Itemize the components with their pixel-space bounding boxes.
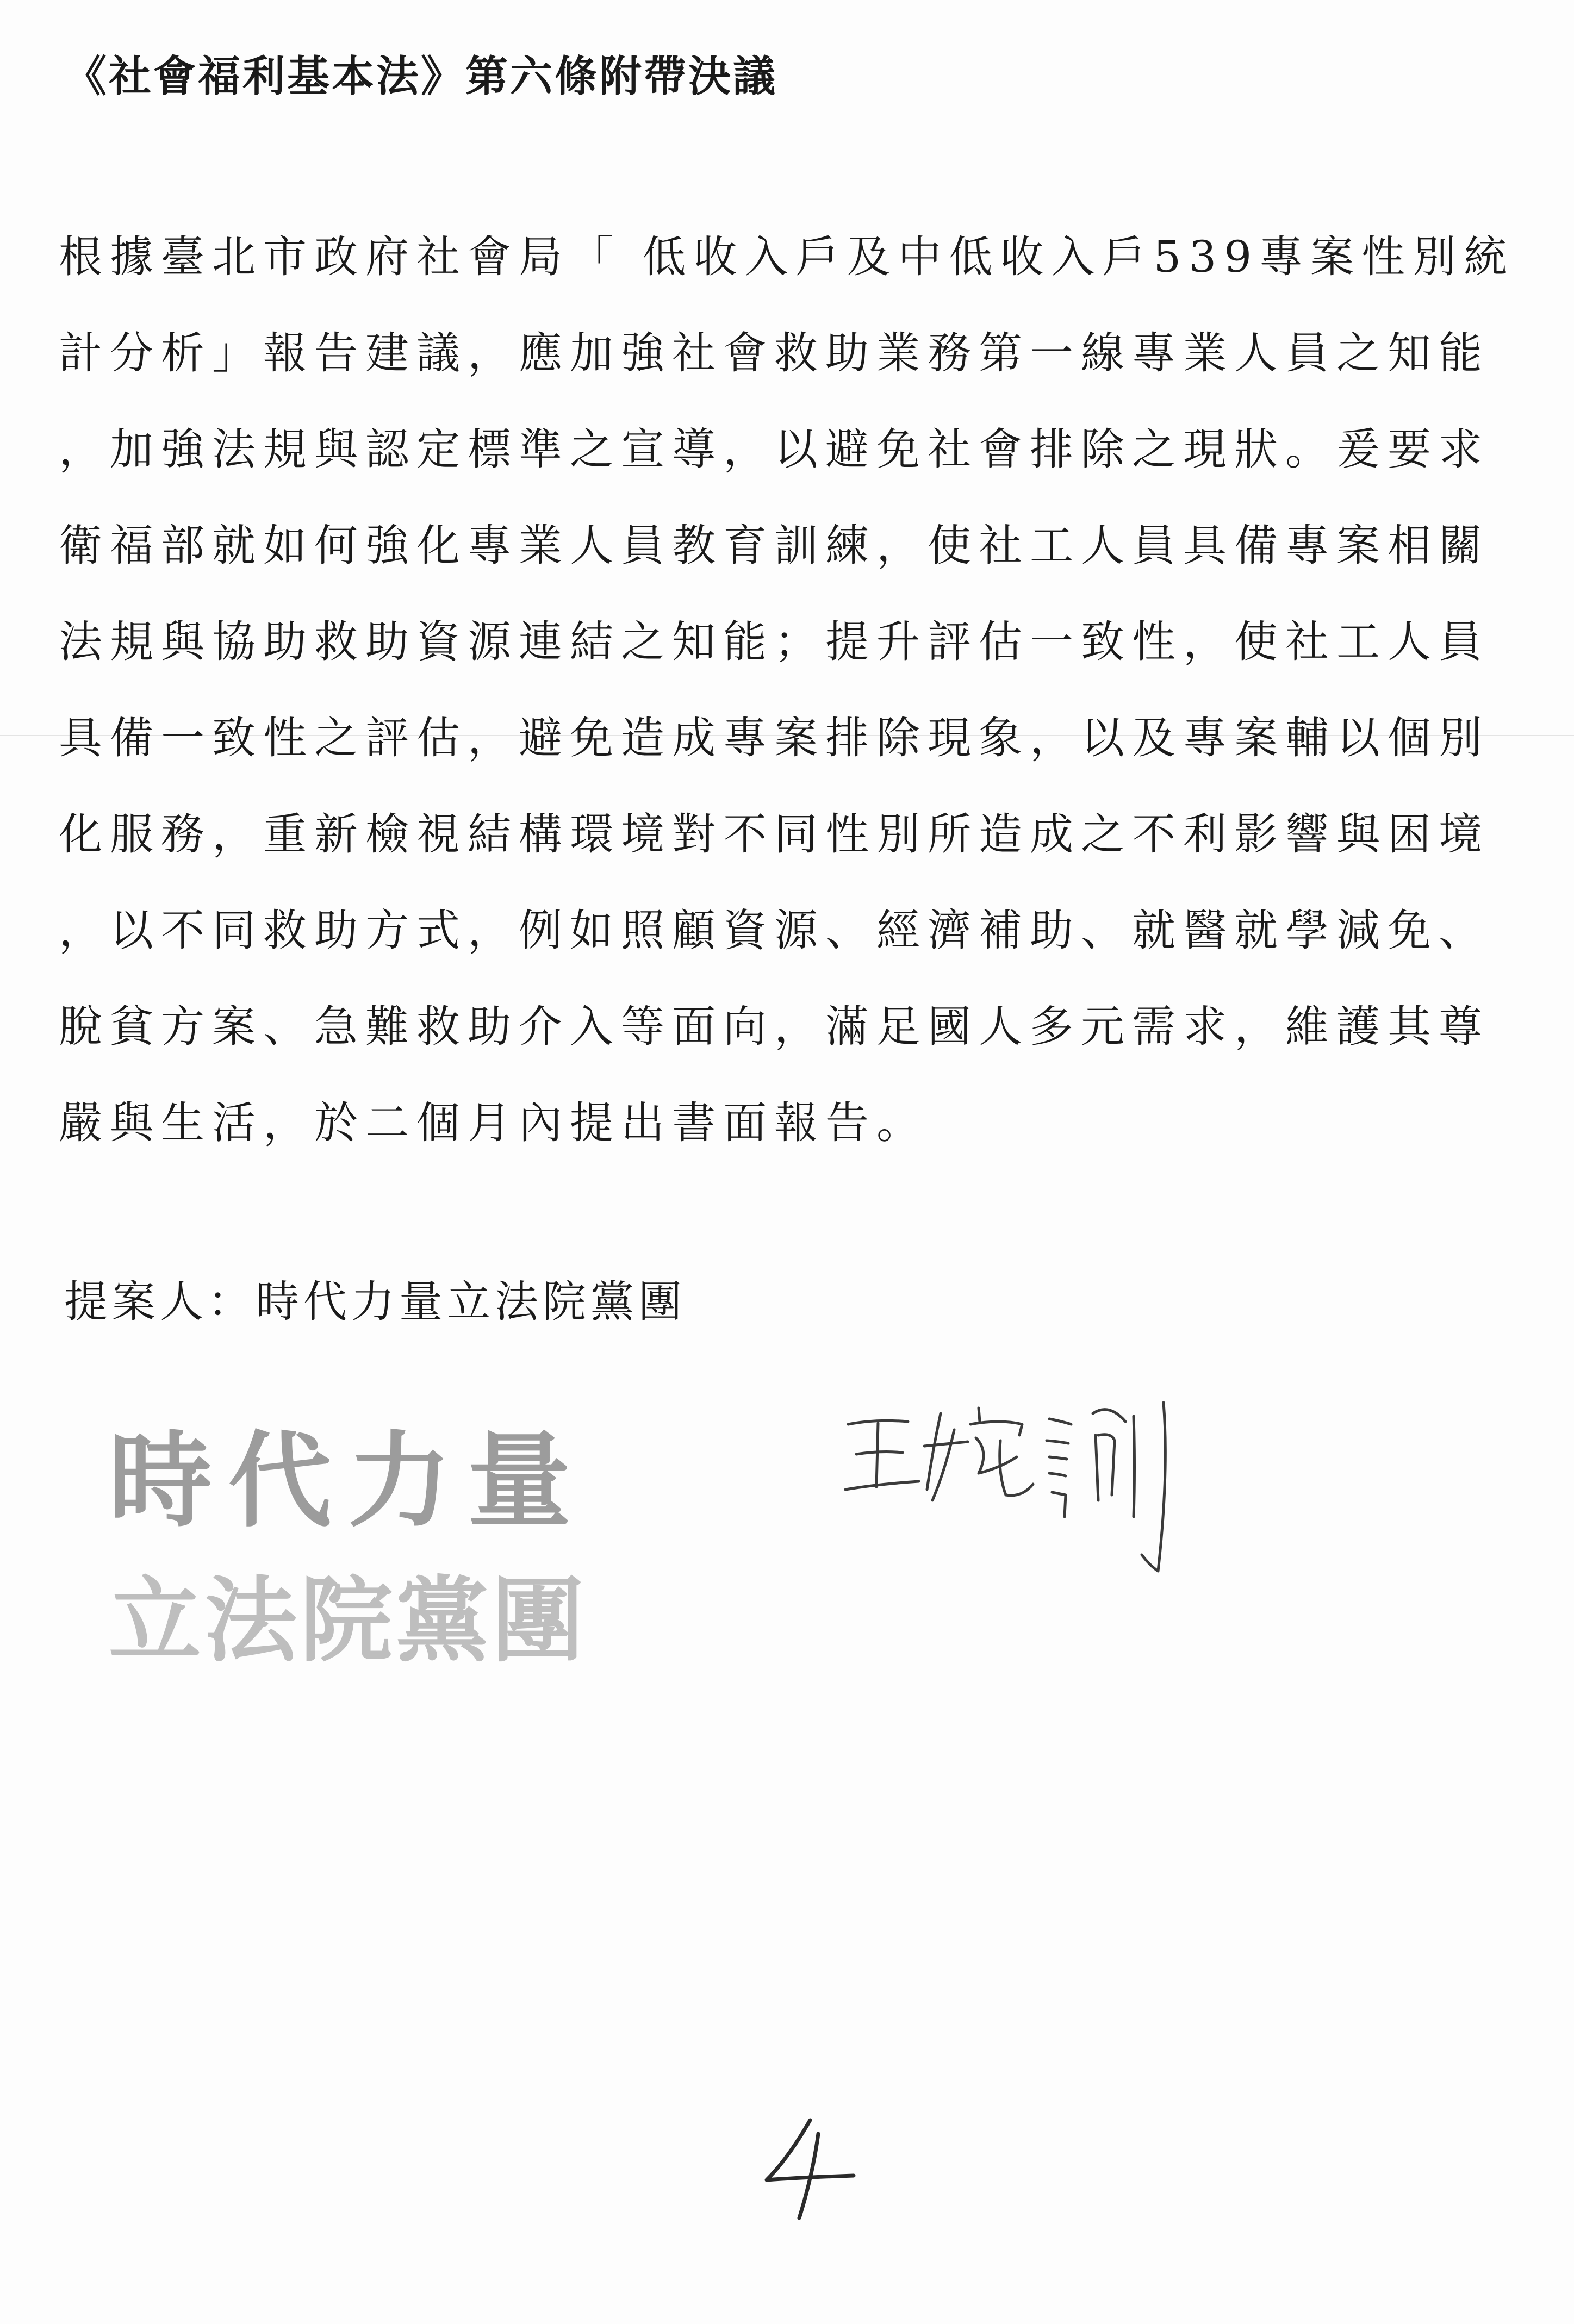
body-line: 計分析」報告建議，應加強社會救助業務第一線專業人員之知能 [59,328,1490,378]
body-line: 嚴與生活，於二個月內提出書面報告。 [59,1098,928,1148]
body-line: 具備一致性之評估，避免造成專案排除現象，以及專案輔以個別 [59,713,1490,763]
seal-line-2: 立法院黨團 [109,1567,588,1675]
page-number: 4 [750,2109,751,2110]
body-line: 衛福部就如何強化專業人員教育訓練，使社工人員具備專案相關 [59,520,1490,571]
body-line: 化服務，重新檢視結構環境對不同性別所造成之不利影響與困境 [59,809,1490,859]
seal-line-1: 時代力量 [109,1421,588,1541]
proposer-line: 提案人：時代力量立法院黨團 [64,1276,686,1327]
handwritten-page-number [750,2109,870,2229]
body-line: 法規與協助救助資源連結之知能；提升評估一致性，使社工人員 [59,616,1490,667]
body-line: 脫貧方案、急難救助介入等面向，滿足國人多元需求，維護其尊 [59,1001,1490,1052]
body-line: ，以不同救助方式，例如照顧資源、經濟補助、就醫就學減免、 [59,905,1490,956]
body-line: 根據臺北市政府社會局「 低收入戶及中低收入戶539專案性別統 [59,232,1515,282]
body-line: ，加強法規與認定標準之宣導，以避免社會排除之現狀。爰要求 [59,424,1490,475]
document-title: 《社會福利基本法》第六條附帶決議 [64,52,778,101]
handwritten-signature [837,1392,1207,1587]
caucus-seal-stamp [98,1413,598,1685]
resolution-body [59,227,1515,1189]
